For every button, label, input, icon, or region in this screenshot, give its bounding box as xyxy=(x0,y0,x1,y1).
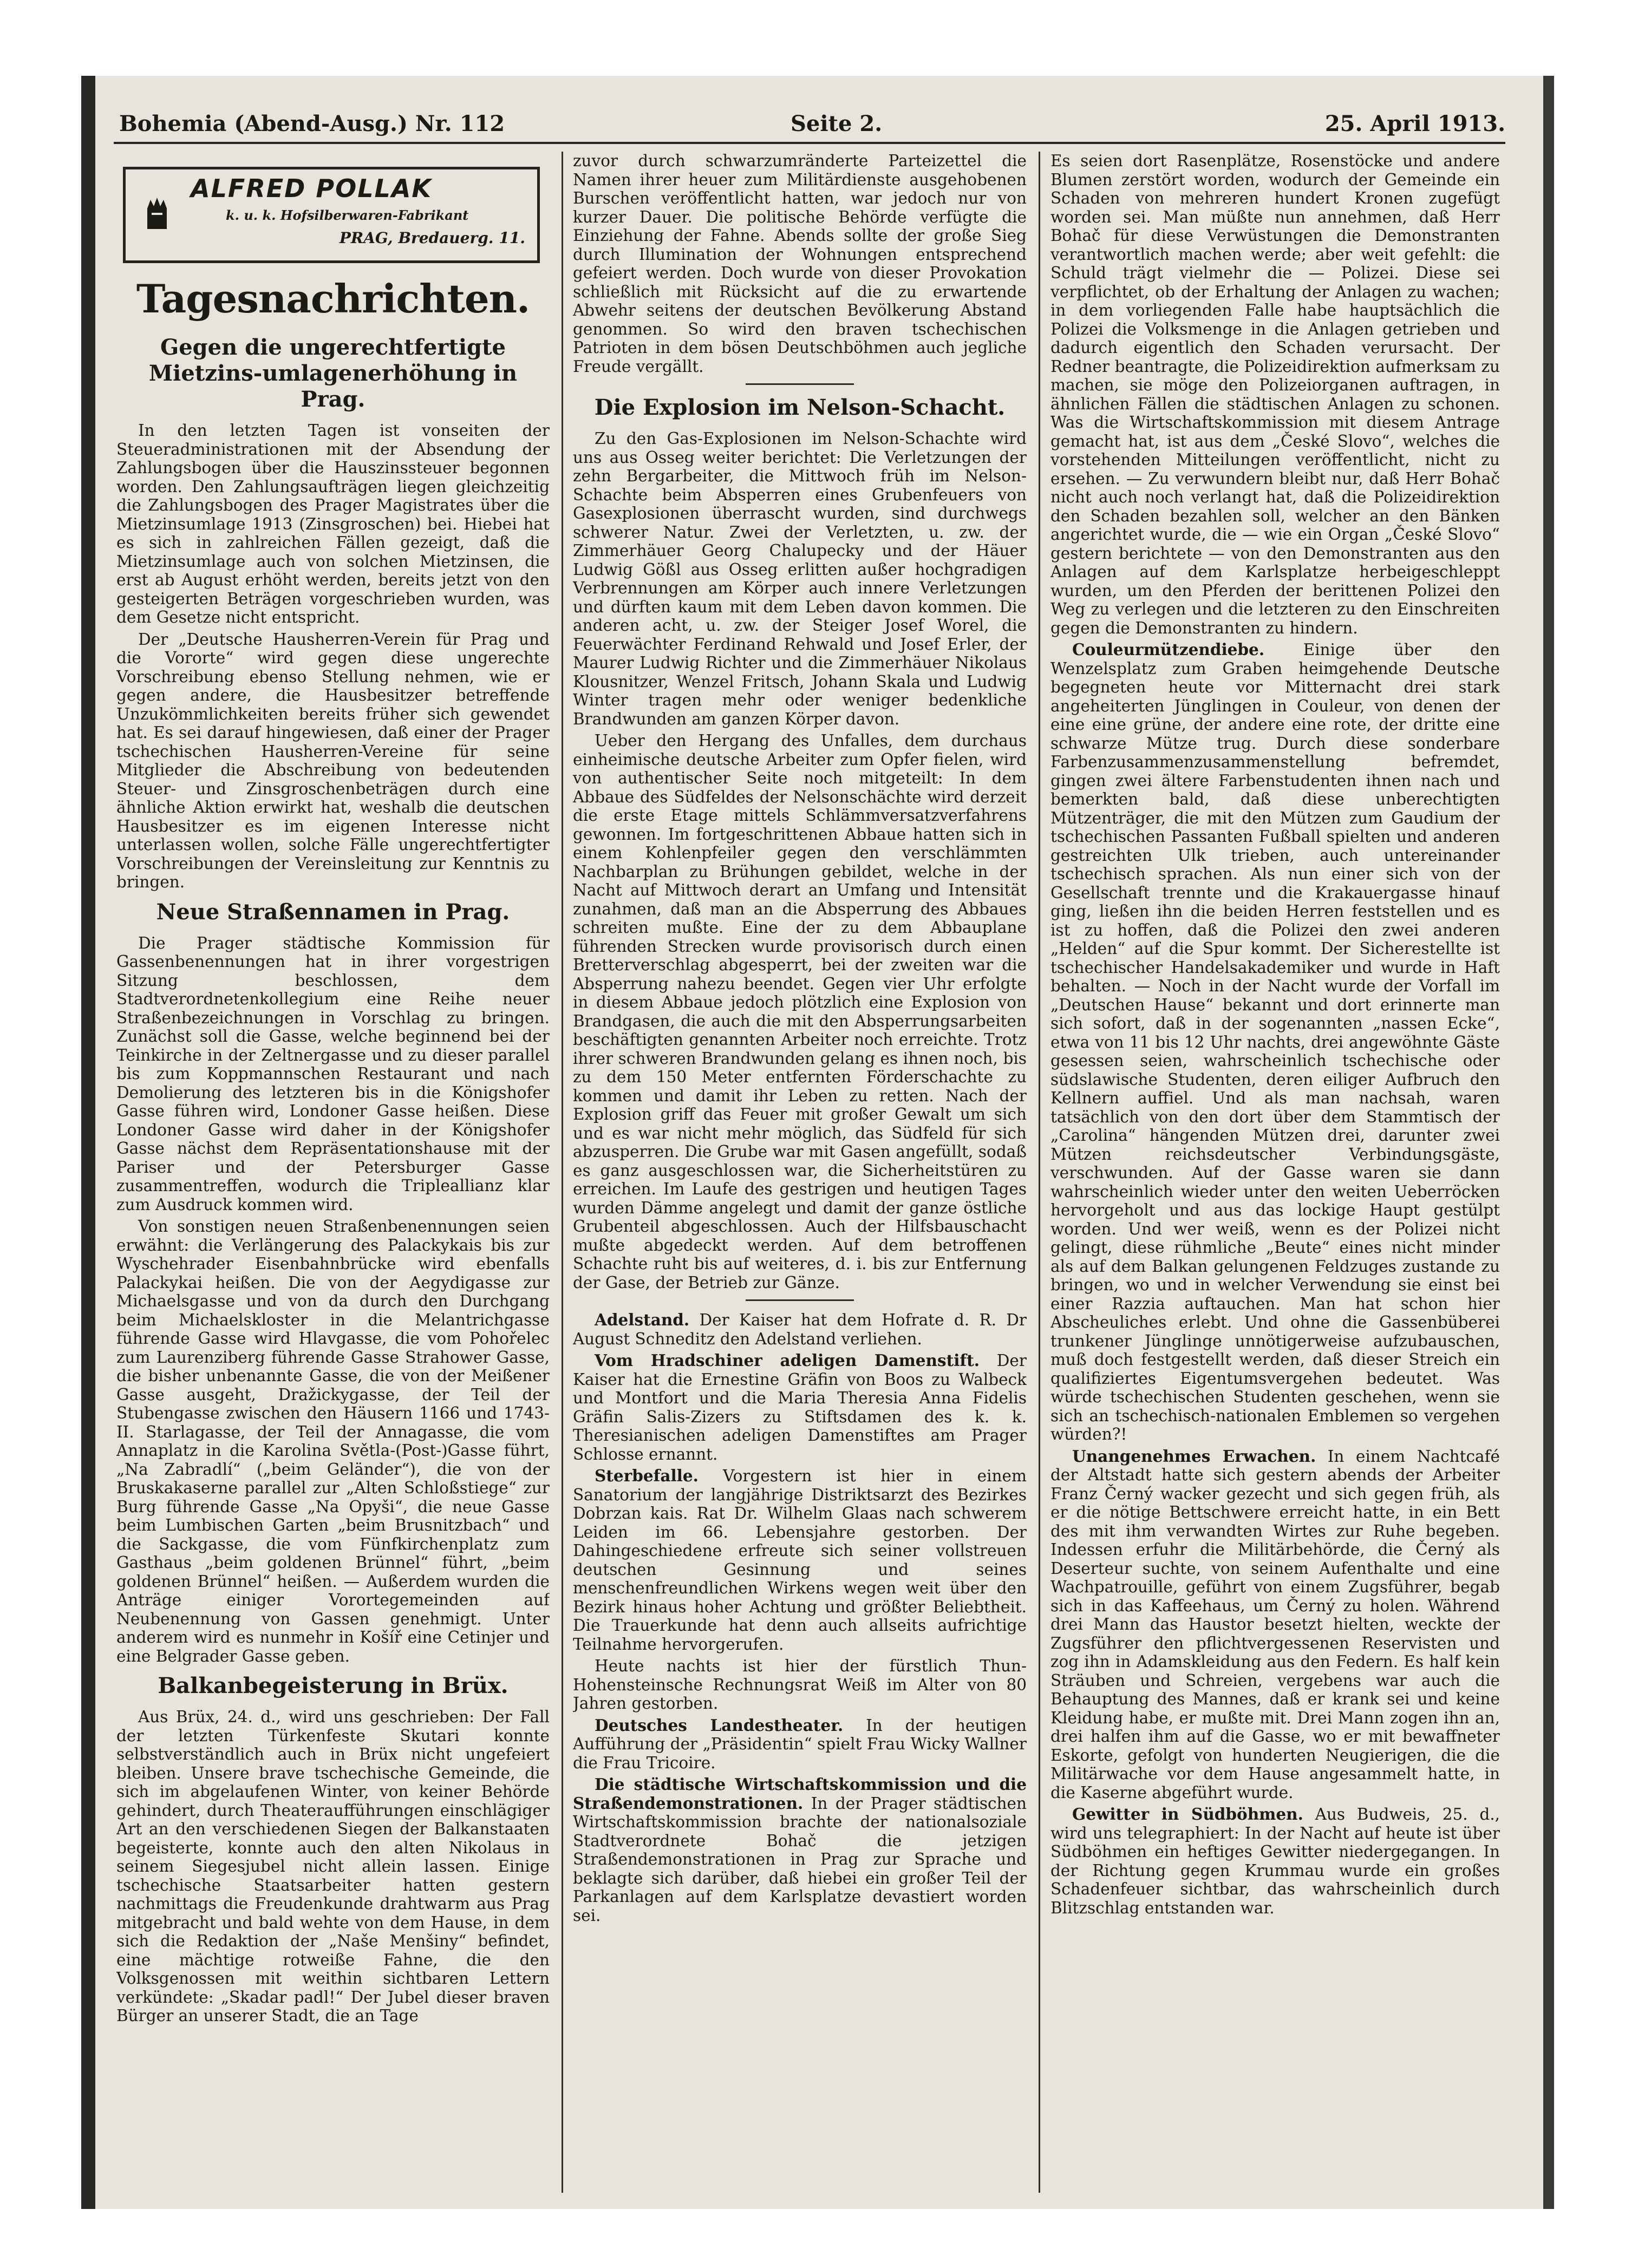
news-item-text: In der heutigen Aufführung der „Präsidentin“ spielt Frau Wicky Wallner die Frau Tricoire. xyxy=(573,1716,1027,1772)
article-paragraph: Heute nachts ist hier der fürstlich Thun-Hohensteinsche Rechnungsrat Weiß im Alter von 80 Jahren gestorben. xyxy=(573,1657,1027,1713)
ad-address: PRAG, Bredauerg. 11. xyxy=(339,229,525,247)
section-title: Tagesnachrichten. xyxy=(136,276,530,322)
ad-firm-name: ALFRED POLLAK xyxy=(191,174,433,203)
crown-logo-icon xyxy=(144,197,170,230)
news-item xyxy=(1050,1447,1500,1802)
column-rule xyxy=(562,152,563,2193)
news-item-lead: Gewitter in Südböhmen. xyxy=(1072,1805,1303,1823)
news-item-lead: Unangenehmes Erwachen. xyxy=(1072,1446,1316,1466)
news-item-lead: Die städtische Wirtschaftskommission und die Straßendemonstrationen. xyxy=(573,1775,1027,1813)
news-item-text: In der Prager städtischen Wirtschaftskommission brachte der nationalsoziale Stadtverordnete Bohač die jetzigen Straßendemonstrationen in Prag zur Sprache und beklagte sich darüber, daß hiebei ein großer Teil der Parkanlagen auf dem Karlsplatze devastiert worden sei. xyxy=(573,1794,1027,1925)
ad-trade: k. u. k. Hofsilberwaren-Fabrikant xyxy=(226,207,469,223)
news-item xyxy=(573,1775,1027,1925)
news-item-text: Der Kaiser hat dem Hofrate d. R. Dr August Schneditz den Adelstand verliehen. xyxy=(573,1311,1027,1348)
article-paragraph: Die Prager städtische Kommission für Gassenbenennungen hat in ihrer vorgestrigen Sitzung beschlossen, dem Stadtverordnetenkollegium eine Reihe neuer Straßenbezeichnungen in Vorschlag zu bringen. Zunächst soll die Gasse, welche beginnend bei der Teinkirche in der Zeltnergasse und zu dieser parallel bis zum Koppmannschen Restaurant und nach Demolierung des letzteren bis in die Königshofer Gasse führen wird, Londoner Gasse heißen. Diese Londoner Gasse wird daher in der Königshofer Gasse nächst dem Repräsentationshause mit der Pariser und der Petersburger Gasse zusammentreffen, wodurch die Tripleallianz klar zum Ausdruck kommen wird. xyxy=(116,933,550,1214)
article-headline: Gegen die ungerechtfertigte Mietzins-umlagenerhöhung in Prag. xyxy=(148,335,518,412)
news-item-text: Einige über den Wenzelsplatz zum Graben heimgehende Deutsche begegneten heute vor Mitternacht drei stark angeheiterten Jünglingen in Couleur, von denen der eine eine grüne, der andere eine rote, der dritte eine schwarze Mütze trug. Durch diese sonderbare Farbenzusammenzusammenstellung befremdet, gingen zwei ältere Farbenstudenten ihnen nach und bemerkten bald, daß diese unberechtigten Mützenträger, die mit den Mützen zum Gaudium der tschechischen Passanten Fußball spielten und anderen gestreichten Ulk trieben, auch untereinander tschechisch sprachen. Als nun einer sich von der Gesellschaft trennte und die Krakauergasse hinauf ging, ließen ihn die beiden Herren feststellen und es ist zu hoffen, daß die Polizei den zwei anderen „Helden“ auf die Spur kommt. Der Sicherestellte ist tschechischer Handelsakademiker und wurde in Haft behalten. — Noch in der Nacht wurde der Vorfall im „Deutschen Hause“ bekannt und dort erinnerte man sich sofort, daß in der sogenannten „nassen Ecke“, etwa von 11 bis 12 Uhr nachts, drei angewöhnte Gäste gesessen seien, wahrscheinlich tschechische oder südslawische Studenten, deren eiliger Aufbruch den Kellnern auffiel. Und als man nachsah, waren tatsächlich von den dort über dem Stammtisch der „Carolina“ hängenden Mützen drei, darunter zwei Mützen reichsdeutscher Verbindungsgäste, verschwunden. Auf der Gasse waren sie dann wahrscheinlich wieder unter den weiten Ueberröcken hervorgeholt und aus das lockige Haupt gestülpt worden. Und wer weiß, wenn es der Polizei nicht gelingt, diese rühmliche „Beute“ eines nicht minder als auf dem Balkan gelungenen Feldzuges zustande zu bringen, wo und in welcher Verwendung sie einst bei einer Razzia auftauchen. Man hat schon hier Abscheuliches erlebt. Und ohne die Gassenbüberei trunkener Jünglinge unnötigerweise aufzubauschen, muß doch festgestellt werden, daß dieser Streich ein qualifiziertes Eigentumsvergehen bedeutet. Was würde tschechischen Studenten geschehen, wenn sie sich an tschechisch-nationalen Emblemen so vergehen würden?! xyxy=(1050,640,1500,1443)
column-2 xyxy=(573,152,1027,2193)
header-page-number: Seite 2. xyxy=(791,111,883,136)
news-item xyxy=(573,1716,1027,1773)
news-item-text: Der Kaiser hat die Ernestine Gräfin von Boos zu Walbeck und Montfort und die Maria Theresia Anna Fidelis Gräfin Salis-Zizers zu Stiftsdamen des k. k. Theresianischen adeligen Damenstiftes am Prager Schlosse ernannt. xyxy=(573,1351,1027,1463)
news-item xyxy=(573,1311,1027,1348)
news-item-lead: Couleurmützendiebe. xyxy=(1072,640,1265,659)
article-paragraph: In den letzten Tagen ist vonseiten der Steueradministrationen mit der Absendung der Zahlungsbogen über die Hauszinssteuer begonnen worden. Den Zahlungsaufträgen liegen gleichzeitig die Zahlungsbogen des Prager Magistrates über die Mietzinsumlage 1913 (Zinsgroschen) bei. Hiebei hat es sich in zahlreichen Fällen gezeigt, daß die Mietzinsumlage auch von solchen Mietzinsen, die erst ab August erhöht werden, bereits jetzt von den gesteigerten Beträgen vorgeschrieben wurden, was dem Gesetze nicht entspricht. xyxy=(116,421,550,626)
article-headline: Die Explosion im Nelson-Schacht. xyxy=(594,395,1006,420)
news-item-text: Vorgestern ist hier in einem Sanatorium der langjährige Distriktsarzt des Bezirkes Dobrzan kais. Rat Dr. Wilhelm Glaas nach schwerem Leiden im 66. Lebensjahre gestorben. Der Dahingeschiedene erfreute sich seiner vollstreuen deutschen Gesinnung und seines menschenfreundlichen Wirkens wegen weit über den Bezirk hinaus hoher Achtung und größter Beliebtheit. Die Trauerkunde hat denn auch allseits aufrichtige Teilnahme hervorgerufen. xyxy=(573,1467,1027,1653)
column-1 xyxy=(116,152,550,2193)
article-paragraph: Von sonstigen neuen Straßenbenennungen seien erwähnt: die Verlängerung des Palackykais bis zur Wyschehrader Eisenbahnbrücke wird ebenfalls Palackykai heißen. Die von der Aegydigasse zur Michaelsgasse und von da durch den Durchgang beim Michaelskloster in die Melantrichgasse führende Gasse wird Hlavgasse, die vom Pohořelec zum Laurenziberg führende Gasse Strahower Gasse, die bisher unbenannte Gasse, die von der Meißener Gasse ausgeht, Dražickygasse, der Teil der Stubengasse zwischen den Häusern 1166 und 1743-II. Starlagasse, der Teil der Annagasse, die vom Annaplatz in die Karolina Světla-(Post-)Gasse führt, „Na Zabradlí“ („beim Geländer“), die von der Bruskakaserne parallel zur „Alten Schloßstiege“ zur Burg führende Gasse „Na Opyši“, die neue Gasse beim Lumbischen Garten „beim Brusnitzbach“ und die Sackgasse, die vom Fünfkirchenplatz zum Gasthaus „beim goldenen Brünnel“ führt, „beim goldenen Brünnel“ heißen. — Außerdem wurden die Anträge einiger Vorortegemeinden auf Neubenennung von Gassen genehmigt. Unter anderem wird es nunmehr in Košíř eine Cetinjer und eine Belgrader Gasse geben. xyxy=(116,1217,550,1665)
news-item xyxy=(573,1467,1027,1653)
scan-edge-right xyxy=(1543,76,1554,2209)
article-paragraph: Zu den Gas-Explosionen im Nelson-Schachte wird uns aus Osseg weiter berichtet: Die Verletzungen der zehn Bergarbeiter, die Mittwoch früh im Nelson-Schachte beim Absperren eines Grubenfeuers von Gasexplosionen überrascht wurden, sind durchwegs schwerer Natur. Zwei der Verletzten, u. zw. der Zimmerhäuer Georg Chalupecky und der Häuer Ludwig Gößl aus Osseg erlitten außer hochgradigen Verbrennungen am Körper auch innere Verletzungen und dürften kaum mit dem Leben davon kommen. Die anderen acht, u. zw. der Steiger Josef Worel, die Feuerwächter Ferdinand Rehwald und Josef Erler, der Maurer Ludwig Richter und die Zimmerhäuer Nikolaus Klousnitzer, Wenzel Fritsch, Johann Skala und Ludwig Winter tragen mehr oder weniger bedenkliche Brandwunden am ganzen Körper davon. xyxy=(573,429,1027,728)
column-3 xyxy=(1050,152,1500,2193)
article-paragraph: Ueber den Hergang des Unfalles, dem durchaus einheimische deutsche Arbeiter zum Opfer fielen, wird von authentischer Seite noch mitgeteilt: In dem Abbaue des Südfeldes der Nelsonschächte wird derzeit die erste Etage mittels Schlämmversatzverfahrens gewonnen. Im fortgeschrittenen Abbaue hatten sich in einem Kohlenpfeiler gegen den verschlämmten Nachbarplan zu Brühungen gebildet, welche in der Nacht auf Mittwoch derart an Umfang und Intensität zunahmen, daß man an die Absperrung des Abbaues schreiten mußte. Eine der zu dem Abbauplane führenden Strecken wurde provisorisch durch einen Bretterverschlag abgesperrt, bei der zweiten war die Absperrung nahezu beendet. Gegen vier Uhr erfolgte in diesem Abbaue jedoch plötzlich eine Explosion von Brandgasen, die auch die mit den Absperrungsarbeiten beschäftigten genannten Arbeiter noch erreichte. Trotz ihrer schweren Brandwunden gelang es ihnen noch, bis zu dem 150 Meter entfernten Förderschachte zu kommen und damit ihr Leben zu retten. Nach der Explosion griff das Feuer mit großer Gewalt um sich und es war nicht mehr möglich, das Südfeld für sich abzusperren. Die Grube war mit Gasen angefüllt, sodaß es ganz ausgeschlossen war, die Sicherheitstüren zu erreichen. Im Laufe des gestrigen und heutigen Tages wurden Dämme angelegt und damit der ganze östliche Grubenteil abgeschlossen. Auch der Hilfsbauschacht mußte abgedeckt werden. Auf dem betroffenen Schachte ruht bis auf weiteres, d. i. bis zur Entfernung der Gase, der Betrieb zur Gänze. xyxy=(573,731,1027,1292)
header-date: 25. April 1913. xyxy=(1324,111,1505,136)
news-item xyxy=(1050,640,1500,1444)
article-headline: Neue Straßennamen in Prag. xyxy=(156,899,510,925)
news-item-text: Aus Budweis, 25. d., wird uns telegraphiert: In der Nacht auf heute ist über Südböhmen ein heftiges Gewitter niedergegangen. In der Richtung gegen Krummau wurde ein großes Schadenfeuer sichtbar, das wahrscheinlich durch Blitzschlag entstanden war. xyxy=(1050,1805,1500,1917)
article-separator xyxy=(746,383,854,385)
header-rule xyxy=(114,142,1505,144)
article-paragraph: Aus Brüx, 24. d., wird uns geschrieben: Der Fall der letzten Türkenfeste Skutari konnte selbstverständlich auch in Brüx nicht ungefeiert bleiben. Unsere brave tschechische Gemeinde, die sich im abgelaufenen Winter, von keiner Behörde gehindert, durch Theateraufführungen einschlägiger Art an den verschiedenen Siegen der Balkanstaaten begeisterte, konnte auch den alten Nikolaus in seinem Siegesjubel nicht allein lassen. Einige tschechische Staatsarbeiter hatten gestern nachmittags die Freudenkunde drahtwarm aus Prag mitgebracht und bald wehte von dem Hause, in dem sich die Redaktion der „Naše Menšiny“ befindet, eine mächtige rotweiße Fahne, die den Volksgenossen mit weithin sichtbaren Lettern verkündete: „Skadar padl!“ Der Jubel dieser braven Bürger an unserer Stadt, die an Tage xyxy=(116,1708,550,2025)
news-item xyxy=(573,1351,1027,1463)
scan-edge-left xyxy=(81,76,95,2209)
news-item-lead: Sterbefalle. xyxy=(595,1466,699,1485)
article-paragraph: zuvor durch schwarzumränderte Parteizettel die Namen ihrer heuer zum Militärdienste ausgehobenen Burschen veröffentlicht hatten, war jedoch nur von kurzer Dauer. Die politische Behörde verfügte die Einziehung der Fahne. Abends sollte der große Sieg durch Illumination der Wohnungen entsprechend gefeiert werden. Doch wurde von dieser Provokation schließlich mit Rücksicht auf die zu erwartende Abwehr seitens der deutschen Bevölkerung Abstand genommen. So wird den braven tschechischen Patrioten in dem bösen Deutschböhmen auch jegliche Freude vergällt. xyxy=(573,152,1027,376)
header-masthead: Bohemia (Abend-Ausg.) Nr. 112 xyxy=(119,111,505,136)
news-item-lead: Adelstand. xyxy=(595,1310,690,1329)
article-headline: Balkanbegeisterung in Brüx. xyxy=(158,1673,508,1698)
article-paragraph: Es seien dort Rasenplätze, Rosenstöcke und andere Blumen zerstört worden, wodurch der Gemeinde ein Schaden von mehreren hundert Kronen zugefügt worden sei. Man müßte nun annehmen, daß Herr Bohač für diese Verwüstungen die Demonstranten verantwortlich machen werde; aber weit gefehlt: die Schuld trägt vielmehr die — Polizei. Diese sei verpflichtet, ob der Erhaltung der Anlagen zu wachen; in dem vorliegenden Falle habe hauptsächlich die Polizei die Volksmenge in die Anlagen getrieben und dadurch eigentlich den Schaden verursacht. Der Redner beantragte, die Polizeidirektion aufmerksam zu machen, sie möge den Polizeiorganen auftragen, in ähnlichen Fällen die städtischen Anlagen zu schonen. Was die Wirtschaftskommission mit diesem Antrage gemacht hat, ist aus dem „České Slovo“, welches die vorstehenden Mitteilungen veröffentlicht, nicht zu ersehen. — Zu verwundern bleibt nur, daß Herr Bohač nicht auch noch verlangt hat, daß die Polizeidirektion den Schaden bezahlen soll, welcher an den Bänken angerichtet wurde, die — wie ein Organ „České Slovo“ gestern berichtete — von den Demonstranten aus den Anlagen auf dem Karlsplatze herbeigeschleppt wurden, um den Pferden der berittenen Polizei den Weg zu verlegen und die letzteren zu den Einschreiten gegen die Demonstranten zu hindern. xyxy=(1050,152,1500,637)
advertisement-box xyxy=(123,167,540,263)
news-item xyxy=(1050,1805,1500,1917)
article-paragraph: Der „Deutsche Hausherren-Verein für Prag und die Vororte“ wird gegen diese ungerechte Vorschreibung ebenso Stellung nehmen, wie er gegen andere, die Hausbesitzer betreffende Unzukömmlichkeiten bereits früher sich gewendet hat. Es sei darauf hingewiesen, daß einer der Prager tschechischen Hausherren-Vereine für seine Mitglieder die Abschreibung von bedeutenden Steuer- und Zinsgroschenbeträgen durch eine ähnliche Aktion erwirkt hat, weshalb die deutschen Hausbesitzer es im eigenen Interesse nicht unterlassen wollen, solche Fälle ungerechtfertigter Vorschreibungen der Vereinsleitung zur Kenntnis zu bringen. xyxy=(116,630,550,891)
news-item-lead: Vom Hradschiner adeligen Damenstift. xyxy=(595,1351,980,1370)
article-separator xyxy=(746,1299,854,1301)
news-item-text: In einem Nachtcafé der Altstadt hatte sich gestern abends der Arbeiter Franz Černý wacker gezecht und sich gegen früh, als er die nötige Bettschwere erreicht hatte, in ein Bett des mit ihm verwandten Wirtes zur Ruhe begeben. Indessen erfuhr die Militärbehörde, die Černý als Deserteur suchte, von seinem Aufenthalte und eine Wachpatrouille, geführt von einem Zugsführer, begab sich in das Kaffeehaus, um Černý zu holen. Während drei Mann das Haustor besetzt hielten, weckte der Zugsführer den pflichtvergessenen Reservisten und zog ihn in Adamskleidung aus den Federn. Es half kein Sträuben und Schreien, vergebens war auch die Behauptung des Mannes, daß er krank sei und keine Kleidung habe, er mußte mit. Drei Mann zogen ihn an, drei halfen ihm auf die Gasse, wo er mit bewaffneter Eskorte, gefolgt von hunderten Neugierigen, die die Militärwache vor dem Hause angesammelt hatte, in die Kaserne abgeführt wurde. xyxy=(1050,1447,1500,1802)
column-rule xyxy=(1039,152,1040,2193)
news-item-lead: Deutsches Landestheater. xyxy=(595,1715,844,1735)
